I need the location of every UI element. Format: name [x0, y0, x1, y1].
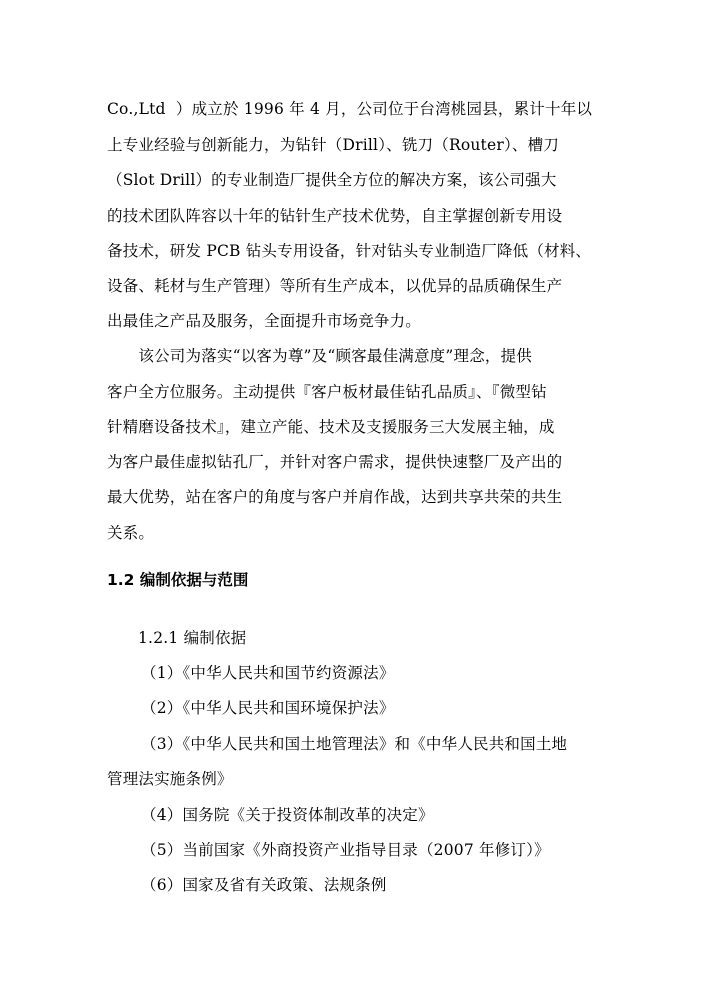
paragraph-line: 设备、耗材与生产管理）等所有生产成本，以优异的品质确保生产 [107, 277, 563, 295]
list-item: （5）当前国家《外商投资产业指导目录（2007 年修订）》 [141, 841, 550, 859]
list-item: （2）《中华人民共和国环境保护法》 [141, 699, 395, 717]
list-item: （3）《中华人民共和国土地管理法》和《中华人民共和国土地 [141, 735, 568, 753]
paragraph-line: 的技术团队阵容以十年的钻针生产技术优势，自主掌握创新专用设 [107, 207, 563, 225]
paragraph-line: 出最佳之产品及服务，全面提升市场竞争力。 [107, 312, 422, 330]
paragraph-line: （Slot Drill）的专业制造厂提供全方位的解决方案，该公司强大 [107, 171, 557, 189]
list-item: （1）《中华人民共和国节约资源法》 [141, 664, 395, 682]
list-item: （6）国家及省有关政策、法规条例 [141, 876, 387, 894]
paragraph-line: 上专业经验与创新能力，为钻针（Drill）、铣刀（Router）、槽刀 [107, 136, 560, 154]
subsection-heading: 1.2.1 编制依据 [138, 629, 247, 647]
paragraph-line: 该公司为落实“以客为尊”及“顾客最佳满意度”理念，提供 [107, 347, 532, 365]
paragraph-line: 客户全方位服务。主动提供『客户板材最佳钻孔品质』、『微型钻 [107, 383, 547, 401]
paragraph-line: 针精磨设备技术』，建立产能、技术及支援服务三大发展主轴，成 [107, 418, 555, 436]
paragraph-line: 备技术，研发 PCB 钻头专用设备，针对钻头专业制造厂降低（材料、 [107, 242, 592, 260]
paragraph-line: 关系。 [107, 524, 155, 542]
paragraph-line: Co.,Ltd ）成立於 1996 年 4 月，公司位于台湾桃园县，累计十年以 [107, 100, 593, 118]
list-item: （4）国务院《关于投资体制改革的决定》 [141, 806, 434, 824]
paragraph-line: 为客户最佳虚拟钻孔厂，并针对客户需求，提供快速整厂及产出的 [107, 453, 563, 471]
section-heading: 1.2 编制依据与范围 [107, 571, 249, 589]
list-item-continuation: 管理法实施条例》 [107, 770, 233, 788]
paragraph-line: 最大优势，站在客户的角度与客户并肩作战，达到共享共荣的共生 [107, 488, 563, 506]
